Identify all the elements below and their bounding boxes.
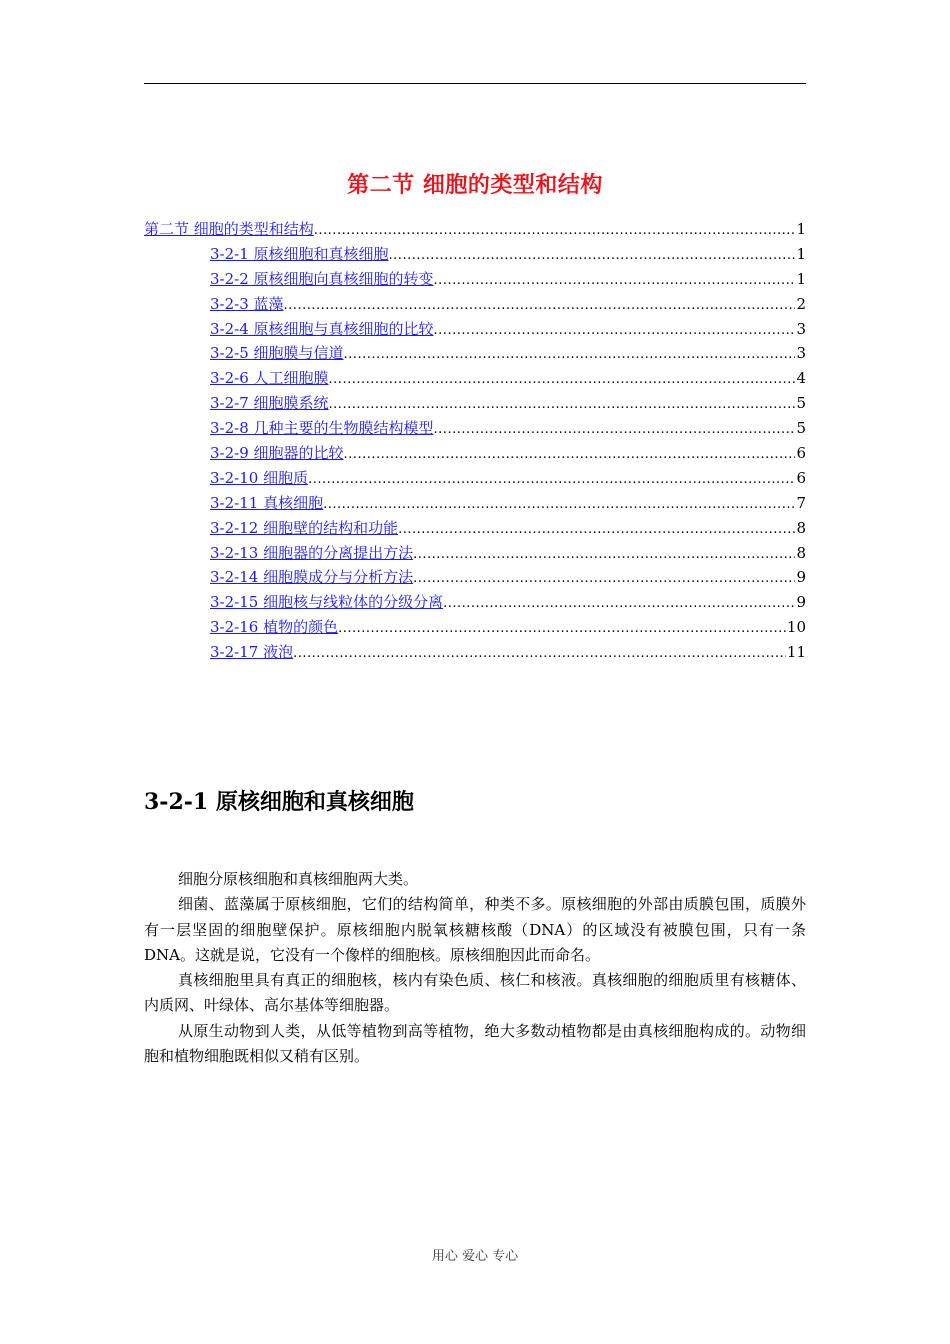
toc-entry — [144, 466, 806, 491]
toc-page-number: 3 — [796, 319, 806, 338]
toc-leader — [323, 493, 795, 518]
toc-page-number: 5 — [796, 394, 806, 413]
toc-link[interactable]: 3-2-3 蓝藻 — [210, 294, 284, 313]
toc-page-number: 8 — [796, 543, 806, 562]
toc-link[interactable]: 第二节 细胞的类型和结构 — [144, 220, 314, 238]
section-heading: 3-2-1 原核细胞和真核细胞 — [144, 789, 414, 815]
toc-link[interactable]: 3-2-5 细胞膜与信道 — [210, 344, 344, 363]
paragraph: 真核细胞里具有真正的细胞核，核内有染色质、核仁和核液。真核细胞的细胞质里有核糖体、内质网、叶绿体、高尔基体等细胞器。 — [144, 971, 806, 1015]
toc-link[interactable]: 3-2-8 几种主要的生物膜结构模型 — [210, 419, 434, 438]
toc-entry — [144, 391, 806, 416]
toc-page-number: 10 — [786, 618, 806, 637]
toc-entry — [144, 242, 806, 267]
toc-link[interactable]: 3-2-11 真核细胞 — [210, 493, 324, 512]
toc-link[interactable]: 3-2-15 细胞核与线粒体的分级分离 — [210, 593, 444, 612]
toc-entry — [144, 590, 806, 615]
toc-page-number: 1 — [796, 220, 806, 238]
toc-page-number: 1 — [796, 269, 806, 288]
toc-leader — [389, 244, 796, 269]
page-footer: 用心 爱心 专心 — [431, 1249, 519, 1264]
toc-leader — [413, 543, 795, 568]
toc-leader — [434, 269, 796, 294]
toc-link[interactable]: 3-2-4 原核细胞与真核细胞的比较 — [210, 319, 434, 338]
toc-page-number: 6 — [796, 444, 806, 463]
table-of-contents — [144, 217, 806, 665]
toc-page-number: 7 — [796, 493, 806, 512]
toc-entry — [144, 366, 806, 391]
toc-link[interactable]: 3-2-14 细胞膜成分与分析方法 — [210, 568, 414, 587]
toc-leader — [314, 219, 796, 244]
toc-page-number: 4 — [796, 369, 806, 388]
page-title: 第二节 细胞的类型和结构 — [347, 173, 603, 198]
toc-link[interactable]: 3-2-9 细胞器的比较 — [210, 444, 344, 463]
toc-leader — [344, 443, 796, 468]
toc-entry — [144, 516, 806, 541]
toc-page-number: 1 — [796, 244, 806, 263]
toc-leader — [338, 617, 786, 642]
toc-leader — [344, 343, 796, 368]
toc-entry — [144, 317, 806, 342]
toc-link[interactable]: 3-2-10 细胞质 — [210, 468, 309, 487]
toc-leader — [434, 418, 796, 443]
toc-link[interactable]: 3-2-6 人工细胞膜 — [210, 369, 329, 388]
header-rule — [144, 83, 806, 84]
toc-link[interactable]: 3-2-2 原核细胞向真核细胞的转变 — [210, 269, 434, 288]
toc-link[interactable]: 3-2-7 细胞膜系统 — [210, 394, 329, 413]
toc-entry — [144, 491, 806, 516]
toc-page-number: 9 — [796, 568, 806, 587]
toc-page-number: 9 — [796, 593, 806, 612]
toc-link[interactable]: 3-2-12 细胞壁的结构和功能 — [210, 518, 399, 537]
toc-leader — [413, 567, 795, 592]
toc-entry — [144, 565, 806, 590]
paragraph: 细胞分原核细胞和真核细胞两大类。 — [178, 870, 419, 888]
toc-entry — [144, 541, 806, 566]
toc-page-number: 11 — [786, 643, 806, 662]
paragraph: 从原生动物到人类，从低等植物到高等植物，绝大多数动植物都是由真核细胞构成的。动物细胞和植物细胞既相似又稍有区别。 — [144, 1021, 806, 1066]
toc-link[interactable]: 3-2-17 液泡 — [210, 643, 294, 662]
toc-page-number: 8 — [796, 518, 806, 537]
toc-leader — [443, 592, 795, 617]
toc-entry — [144, 217, 806, 242]
toc-leader — [434, 319, 796, 344]
toc-leader — [398, 518, 795, 543]
toc-leader — [308, 468, 795, 493]
toc-link[interactable]: 3-2-13 细胞器的分离提出方法 — [210, 543, 414, 562]
toc-entry — [144, 341, 806, 366]
toc-entry — [144, 416, 806, 441]
toc-entry — [144, 292, 806, 317]
toc-page-number: 3 — [796, 344, 806, 363]
toc-entry — [144, 640, 806, 665]
toc-entry — [144, 615, 806, 640]
section-body — [144, 867, 806, 1069]
toc-page-number: 6 — [796, 468, 806, 487]
toc-page-number: 2 — [796, 294, 806, 313]
toc-leader — [293, 642, 786, 667]
toc-link[interactable]: 3-2-1 原核细胞和真核细胞 — [210, 244, 389, 263]
toc-leader — [284, 294, 796, 319]
toc-leader — [329, 368, 796, 393]
toc-entry — [144, 267, 806, 292]
paragraph: 细菌、蓝藻属于原核细胞，它们的结构简单，种类不多。原核细胞的外部由质膜包围，质膜外有一层坚固的细胞壁保护。原核细胞内脱氧核糖核酸（DNA）的区域没有被膜包围，只有一条 DNA。这就是说，它没有一个像样的细胞核。原核细胞因此而命名。 — [144, 895, 806, 964]
toc-link[interactable]: 3-2-16 植物的颜色 — [210, 618, 339, 637]
toc-entry — [144, 441, 806, 466]
toc-leader — [329, 393, 796, 418]
toc-page-number: 5 — [796, 419, 806, 438]
